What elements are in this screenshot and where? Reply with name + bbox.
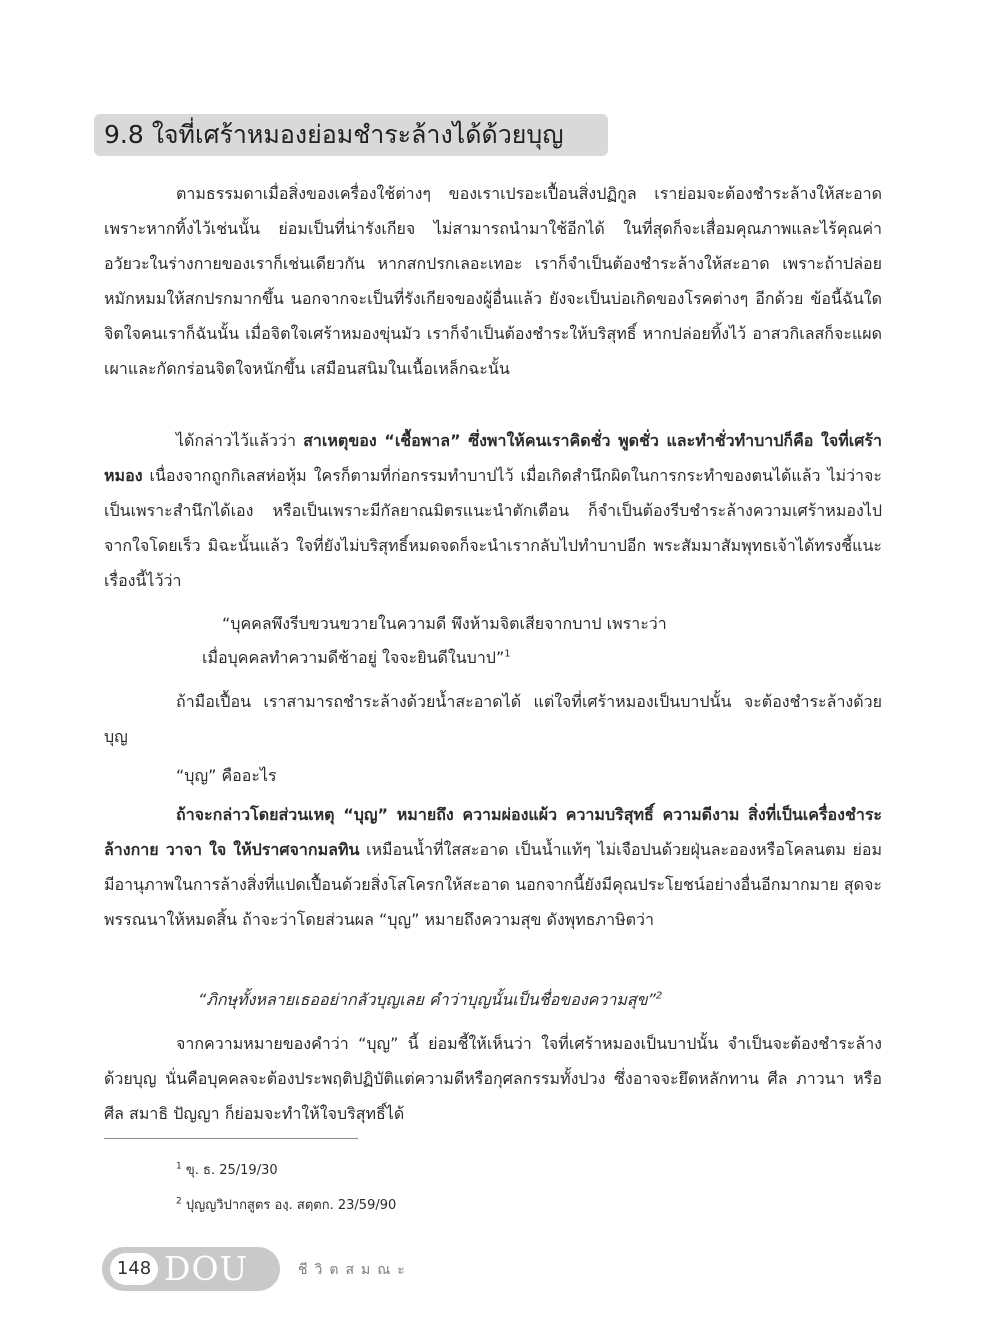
paragraph-1: ตามธรรมดาเมื่อสิ่งของเครื่องใช้ต่างๆ ของเราเปรอะเปื้อนสิ่งปฏิกูล เราย่อมจะต้องชำระล้างให้สะอาด เพราะหากทิ้งไว้เช่นนั้น ย่อมเป็นที่น่ารังเกียจ ไม่สามารถนำมาใช้อีกได้ ในที่สุดก็จะเสื่อมคุณภาพและไร้คุณค่า อวัยวะในร่างกายของเราก็เช่นเดียวกัน หากสกปรกเลอะเทอะ เราก็จำเป็นต้องชำระล้างให้สะอาด เพราะถ้าปล่อยหมักหมมให้สกปรกมากขึ้น นอกจากจะเป็นที่รังเกียจของผู้อื่นแล้ว ยังจะเป็นบ่อเกิดของโรคต่างๆ อีกด้วย ข้อนี้ฉันใด จิตใจคนเราก็ฉันนั้น เมื่อจิตใจเศร้าหมองขุ่นมัว เราก็จำเป็นต้องชำระให้บริสุทธิ์ หากปล่อยทิ้งไว้ อาสวกิเลสก็จะแผดเผาและกัดกร่อนจิตใจหนักขึ้น เสมือนสนิมในเนื้อเหล็กฉะนั้น — [104, 184, 882, 378]
brand-logo: DOU — [164, 1249, 249, 1288]
footnote-2-text: ปุญญวิปากสูตร องฺ. สตฺตก. 23/59/90 — [185, 1198, 397, 1213]
footnote-1-number: 1 — [176, 1161, 182, 1172]
paragraph-5-rest: เหมือนน้ำที่ใสสะอาด เป็นน้ำแท้ๆ ไม่เจือปนด้วยฝุ่นละอองหรือโคลนตม ย่อมมีอานุภาพในการล้างสิ่งที่แปดเปื้อนด้วยสิ่งโสโครกให้สะอาด นอกจากนี้ยังมีคุณประโยชน์อย่างอื่นอีกมากมาย สุดจะพรรณนาให้หมดสิ้น ถ้าจะว่าโดยส่วนผล “บุญ” หมายถึงความสุข ดังพุทธภาษิตว่า — [104, 840, 883, 929]
paragraph-5-bold: ถ้าจะกล่าวโดยส่วนเหตุ “บุญ” หมายถึง ความผ่องแผ้ว ความบริสุทธิ์ ความดีงาม สิ่งที่เป็นเครื่องชำระล้างกาย วาจา ใจ ให้ปราศจากมลทิน — [104, 805, 882, 859]
footnote-2-number: 2 — [176, 1196, 182, 1207]
paragraph-4: “บุญ” คืออะไร — [176, 766, 277, 785]
paragraph-6: จากความหมายของคำว่า “บุญ” นี้ ย่อมชี้ให้เห็นว่า ใจที่เศร้าหมองเป็นบาปนั้น จำเป็นจะต้องชำระล้างด้วยบุญ นั่นคือบุคคลจะต้องประพฤติปฏิบัติแต่ความดีหรือกุศลกรรมทั้งปวง ซึ่งอาจจะยึดหลักทาน ศีล ภาวนา หรือศีล สมาธิ ปัญญา ก็ย่อมจะทำให้ใจบริสุทธิ์ได้ — [104, 1034, 882, 1123]
paragraph-3: ถ้ามือเปื้อน เราสามารถชำระล้างด้วยน้ำสะอาดได้ แต่ใจที่เศร้าหมองเป็นบาปนั้น จะต้องชำระล้างด้วยบุญ — [104, 692, 882, 746]
footnote-2 — [176, 1197, 396, 1215]
quote-2 — [198, 982, 662, 1017]
footnote-divider — [104, 1138, 358, 1139]
paragraph-2-lead: ได้กล่าวไว้แล้วว่า — [176, 431, 304, 450]
section-title: 9.8 ใจที่เศร้าหมองย่อมชำระล้างได้ด้วยบุญ — [104, 120, 564, 149]
quote-2-text: “ภิกษุทั้งหลายเธออย่ากลัวบุญเลย คำว่าบุญนั้นเป็นชื่อของความสุข” — [198, 990, 656, 1009]
paragraph-2 — [104, 423, 882, 598]
footnote-1-text: ขุ. ธ. 25/19/30 — [185, 1163, 278, 1178]
paragraph-2-rest: เนื่องจากถูกกิเลสห่อหุ้ม ใครก็ตามที่ก่อกรรมทำบาปไว้ เมื่อเกิดสำนึกผิดในการกระทำของตนได้แล้ว ไม่ว่าจะเป็นเพราะสำนึกได้เอง หรือเป็นเพราะมีกัลยาณมิตรแนะนำตักเตือน ก็จำเป็นต้องรีบชำระล้างความเศร้าหมองไปจากใจโดยเร็ว มิฉะนั้นแล้ว ใจที่ยังไม่บริสุทธิ์หมดจดก็จะนำเรากลับไปทำบาปอีก พระสัมมาสัมพุทธเจ้าได้ทรงชี้แนะเรื่องนี้ไว้ว่า — [104, 466, 882, 590]
quote-1-line-2 — [202, 640, 511, 675]
footnote-1 — [176, 1162, 278, 1180]
book-title: ชีวิตสมณะ — [298, 1262, 412, 1278]
footer-badge — [102, 1247, 280, 1291]
quote-1-line-1: “บุคคลพึงรีบขวนขวายในความดี พึงห้ามจิตเสียจากบาป เพราะว่า — [222, 614, 667, 633]
paragraph-5 — [104, 797, 882, 937]
quote-1-text: เมื่อบุคคลทำความดีช้าอยู่ ใจจะยินดีในบาป” — [202, 648, 505, 667]
footnote-ref-1: 1 — [504, 648, 511, 660]
paragraph-2-bold: สาเหตุของ “เชื้อพาล” ซึ่งพาให้คนเราคิดชั่ว พูดชั่ว และทำชั่วทำบาปก็คือ ใจที่เศร้าหมอง — [104, 431, 882, 485]
footnote-ref-2: 2 — [655, 990, 663, 1002]
page-number: 148 — [110, 1253, 158, 1285]
